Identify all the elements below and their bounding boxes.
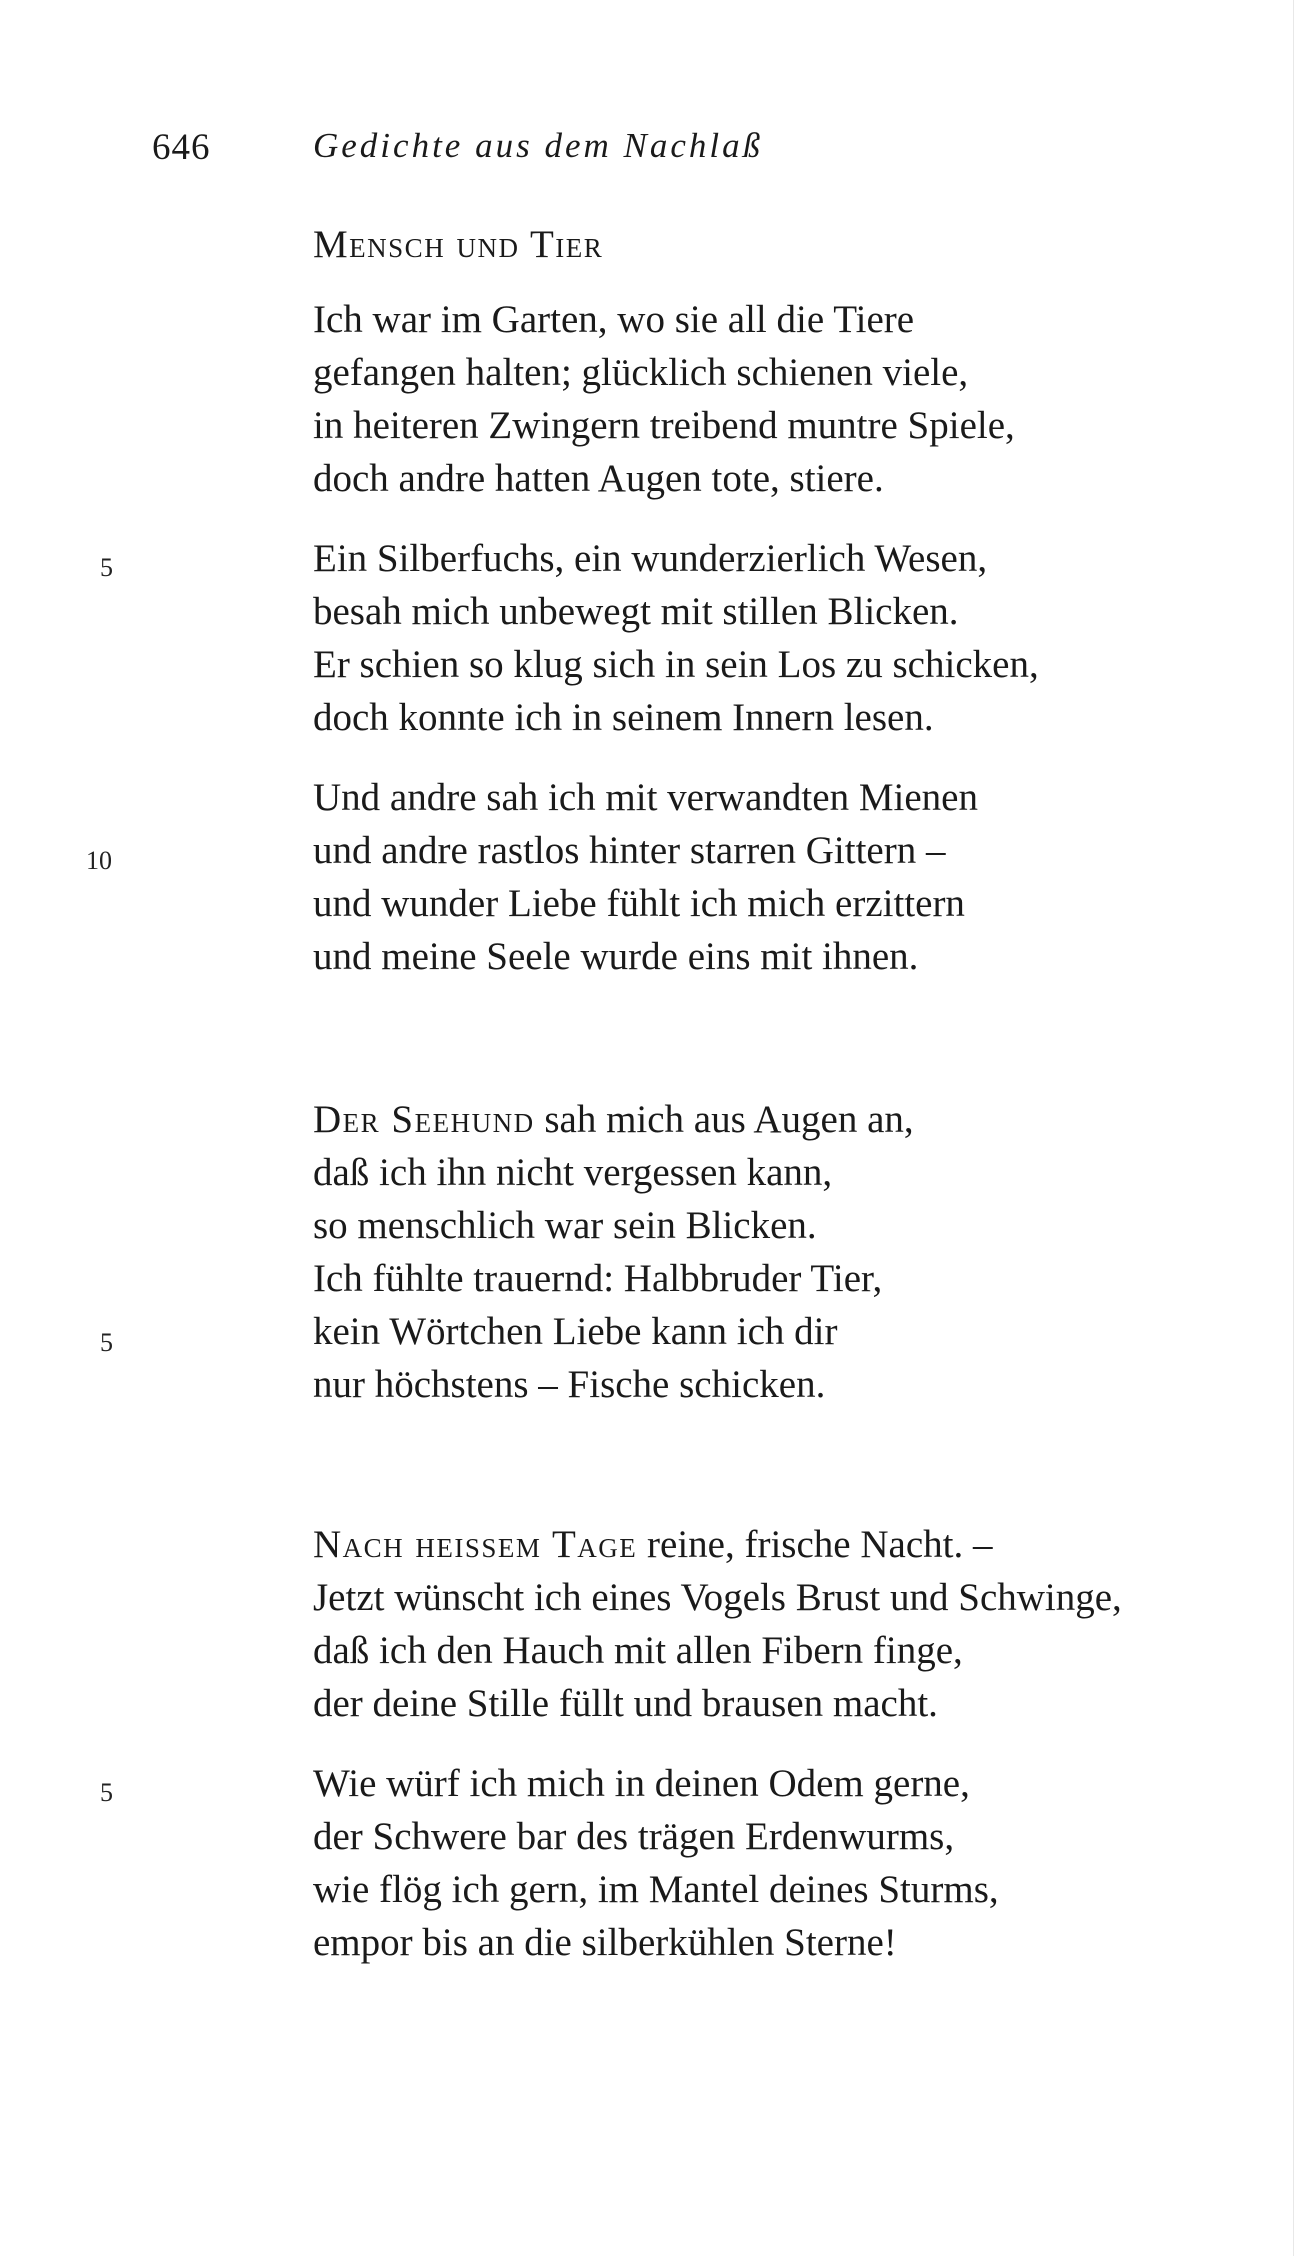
poem1-stanza2-line3: Er schien so klug sich in sein Los zu schicken, <box>313 643 1039 686</box>
poem1-stanza2-line1: Ein Silberfuchs, ein wunderzierlich Wesen, <box>313 537 988 580</box>
poem3-stanza1-line3: daß ich den Hauch mit allen Fibern finge, <box>313 1629 963 1672</box>
poem1-stanza3-line4: und meine Seele wurde eins mit ihnen. <box>313 935 919 978</box>
line-number-5: 5 <box>100 1328 113 1357</box>
poem3-stanza2-line3: wie flög ich gern, im Mantel deines Sturms, <box>313 1868 999 1911</box>
poem2-line5: kein Wörtchen Liebe kann ich dir <box>313 1310 838 1353</box>
poem3-line1-rest: reine, frische Nacht. – <box>637 1523 993 1566</box>
poem3-stanza2-line4: empor bis an die silberkühlen Sterne! <box>313 1921 897 1964</box>
poem1-stanza1-line1: Ich war im Garten, wo sie all die Tiere <box>313 298 915 341</box>
poem2-line4: Ich fühlte trauernd: Halbbruder Tier, <box>313 1257 883 1300</box>
poem-title-mensch-und-tier: Mensch und Tier <box>313 223 604 266</box>
poem1-stanza3-line1: Und andre sah ich mit verwandten Mienen <box>313 776 978 819</box>
poem3-stanza2-line1: Wie würf ich mich in deinen Odem gerne, <box>313 1762 970 1805</box>
line-number-5: 5 <box>100 553 113 582</box>
poem3-stanza1-line4: der deine Stille füllt und brausen macht. <box>313 1682 938 1725</box>
poem1-stanza1-line4: doch andre hatten Augen tote, stiere. <box>313 457 884 500</box>
poem1-stanza2-line4: doch konnte ich in seinem Innern lesen. <box>313 696 934 739</box>
running-head: Gedichte aus dem Nachlaß <box>313 126 764 165</box>
poem1-stanza1-line2: gefangen halten; glücklich schienen viele, <box>313 351 969 394</box>
line-number-5: 5 <box>100 1778 113 1807</box>
poem2-line6: nur höchstens – Fische schicken. <box>313 1363 826 1406</box>
poem1-stanza3-line3: und wunder Liebe fühlt ich mich erzittern <box>313 882 965 925</box>
poem-title-nach-heissem-tage: Nach heissem Tage <box>313 1523 638 1566</box>
poem-title-der-seehund: Der Seehund <box>313 1098 535 1141</box>
poem3-stanza2-line2: der Schwere bar des trägen Erdenwurms, <box>313 1815 955 1858</box>
poem2-line1-rest: sah mich aus Augen an, <box>534 1098 914 1141</box>
poem1-stanza1-line3: in heiteren Zwingern treibend muntre Spiele, <box>313 404 1015 447</box>
poem3-stanza1-line2: Jetzt wünscht ich eines Vogels Brust und Schwinge, <box>313 1576 1122 1619</box>
poem3-line1 <box>313 1521 992 1569</box>
poem1-stanza3-line2: und andre rastlos hinter starren Gittern – <box>313 829 946 872</box>
poem2-line1 <box>313 1096 914 1144</box>
poem2-line2: daß ich ihn nicht vergessen kann, <box>313 1151 833 1194</box>
line-number-10: 10 <box>86 846 112 875</box>
poem1-stanza2-line2: besah mich unbewegt mit stillen Blicken. <box>313 590 959 633</box>
page-number: 646 <box>152 127 211 168</box>
poem2-line3: so menschlich war sein Blicken. <box>313 1204 817 1247</box>
